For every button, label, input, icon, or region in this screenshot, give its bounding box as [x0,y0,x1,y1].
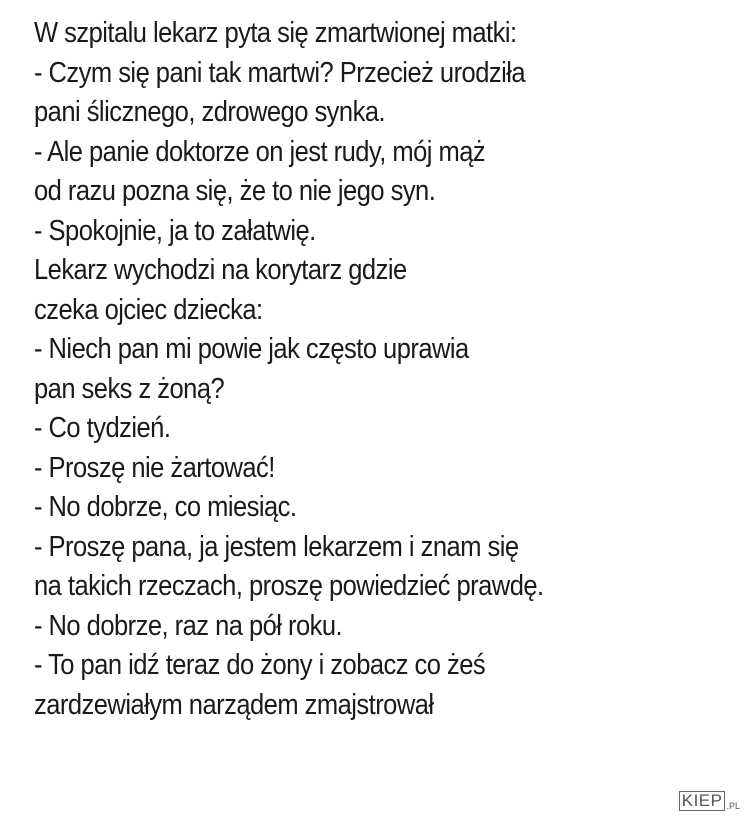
joke-line: na takich rzeczach, proszę powiedzieć prawdę. [34,570,544,602]
joke-line: - Proszę nie żartować! [34,451,275,484]
joke-line: od razu pozna się, że to nie jego syn. [34,175,436,207]
joke-line: - Czym się pani tak martwi? Przecież urodziła [34,56,526,89]
joke-line: - No dobrze, co miesiąc. [34,491,297,523]
joke-line: W szpitalu lekarz pyta się zmartwionej matki: [34,17,517,49]
joke-line: - Ale panie doktorze on jest rudy, mój mąż [34,135,486,168]
joke-line: pan seks z żoną? [34,372,225,405]
joke-line: - Spokojnie, ja to załatwię. [34,214,316,247]
joke-line: - To pan idź teraz do żony i zobacz co żeś [34,649,486,681]
joke-line: - Co tydzień. [34,412,171,444]
joke-line: - Niech pan mi powie jak często uprawia [34,333,469,365]
watermark-suffix: .PL [726,801,740,811]
joke-line: - Proszę pana, ja jestem lekarzem i znam się [34,530,519,563]
joke-text [34,14,734,725]
joke-line: - No dobrze, raz na pół roku. [34,609,343,642]
joke-line: zardzewiałym narządem zmajstrował [34,688,434,721]
kiep-watermark-logo [679,791,740,811]
joke-line: Lekarz wychodzi na korytarz gdzie [34,254,407,286]
joke-line: pani ślicznego, zdrowego synka. [34,96,386,128]
joke-line: czeka ojciec dziecka: [34,293,263,326]
watermark-brand: KIEP [679,791,726,811]
